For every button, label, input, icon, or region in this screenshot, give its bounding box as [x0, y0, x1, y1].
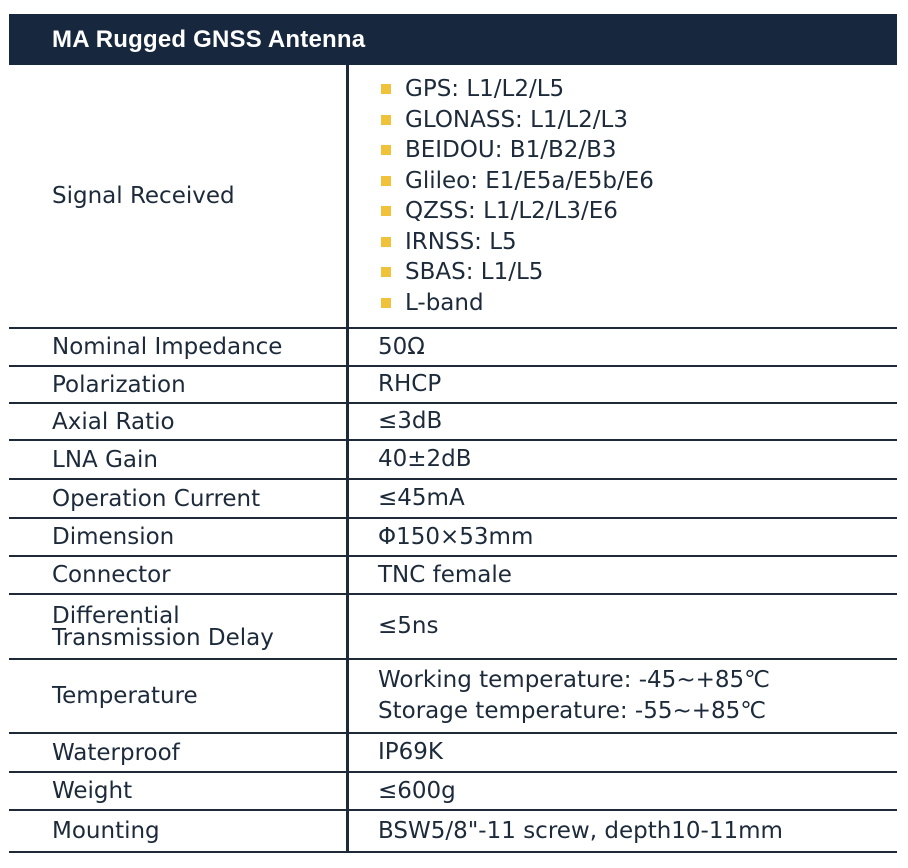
row-label: Signal Received: [9, 65, 349, 327]
row-waterproof: [9, 734, 897, 773]
row-value: 50Ω: [378, 333, 425, 360]
row-value: ≤45mA: [378, 485, 465, 511]
row-label: [9, 595, 349, 658]
row-value: [349, 660, 897, 732]
row-dimension: [9, 519, 897, 557]
row-value: 40±2dB: [378, 446, 472, 472]
row-value: IP69K: [378, 739, 444, 765]
row-label: Waterproof: [9, 734, 349, 771]
list-item: GLONASS: L1/L2/L3: [381, 105, 897, 136]
spec-table: [9, 14, 897, 853]
storage-temperature: Storage temperature: -55~+85℃: [378, 698, 767, 724]
bullet-icon: [381, 267, 391, 277]
row-value: RHCP: [378, 371, 442, 397]
bullet-icon: [381, 176, 391, 186]
row-value: ≤3dB: [378, 408, 443, 434]
row-value: TNC female: [378, 561, 512, 588]
row-value: [349, 65, 897, 327]
row-label: Operation Current: [9, 480, 349, 517]
row-signal-received: [9, 65, 897, 329]
list-item: QZSS: L1/L2/L3/E6: [381, 196, 897, 227]
bullet-icon: [381, 298, 391, 308]
bullet-icon: [381, 206, 391, 216]
row-axial-ratio: [9, 404, 897, 441]
bullet-icon: [381, 115, 391, 125]
list-item: GPS: L1/L2/L5: [381, 74, 897, 105]
row-mounting: [9, 811, 897, 853]
row-label: LNA Gain: [9, 441, 349, 478]
signal-list: [378, 74, 897, 318]
label-lines: Differential Transmission Delay: [52, 602, 274, 651]
row-label: Dimension: [9, 519, 349, 555]
row-value: ≤600g: [378, 777, 456, 804]
table-title: MA Rugged GNSS Antenna: [9, 14, 897, 65]
list-item: IRNSS: L5: [381, 227, 897, 258]
row-label: Weight: [9, 773, 349, 809]
row-connector: [9, 557, 897, 595]
row-label: Polarization: [9, 367, 349, 402]
row-weight: [9, 773, 897, 811]
row-lna-gain: [9, 441, 897, 480]
row-temperature: [9, 660, 897, 734]
row-label: Temperature: [9, 660, 349, 732]
list-item: Glileo: E1/E5a/E5b/E6: [381, 166, 897, 197]
row-label: Mounting: [9, 811, 349, 851]
row-label: Axial Ratio: [9, 404, 349, 439]
bullet-icon: [381, 237, 391, 247]
row-label: Connector: [9, 557, 349, 593]
row-polarization: [9, 367, 897, 404]
list-item: L-band: [381, 288, 897, 319]
row-value: ≤5ns: [378, 613, 439, 639]
working-temperature: Working temperature: -45~+85℃: [378, 667, 770, 693]
row-operation-current: [9, 480, 897, 519]
list-item: SBAS: L1/L5: [381, 257, 897, 288]
row-value: BSW5/8"-11 screw, depth10-11mm: [378, 817, 783, 844]
row-transmission-delay: [9, 595, 897, 660]
bullet-icon: [381, 84, 391, 94]
row-nominal-impedance: [9, 329, 897, 367]
bullet-icon: [381, 145, 391, 155]
row-label: Nominal Impedance: [9, 329, 349, 365]
list-item: BEIDOU: B1/B2/B3: [381, 135, 897, 166]
row-value: Φ150×53mm: [378, 523, 534, 550]
